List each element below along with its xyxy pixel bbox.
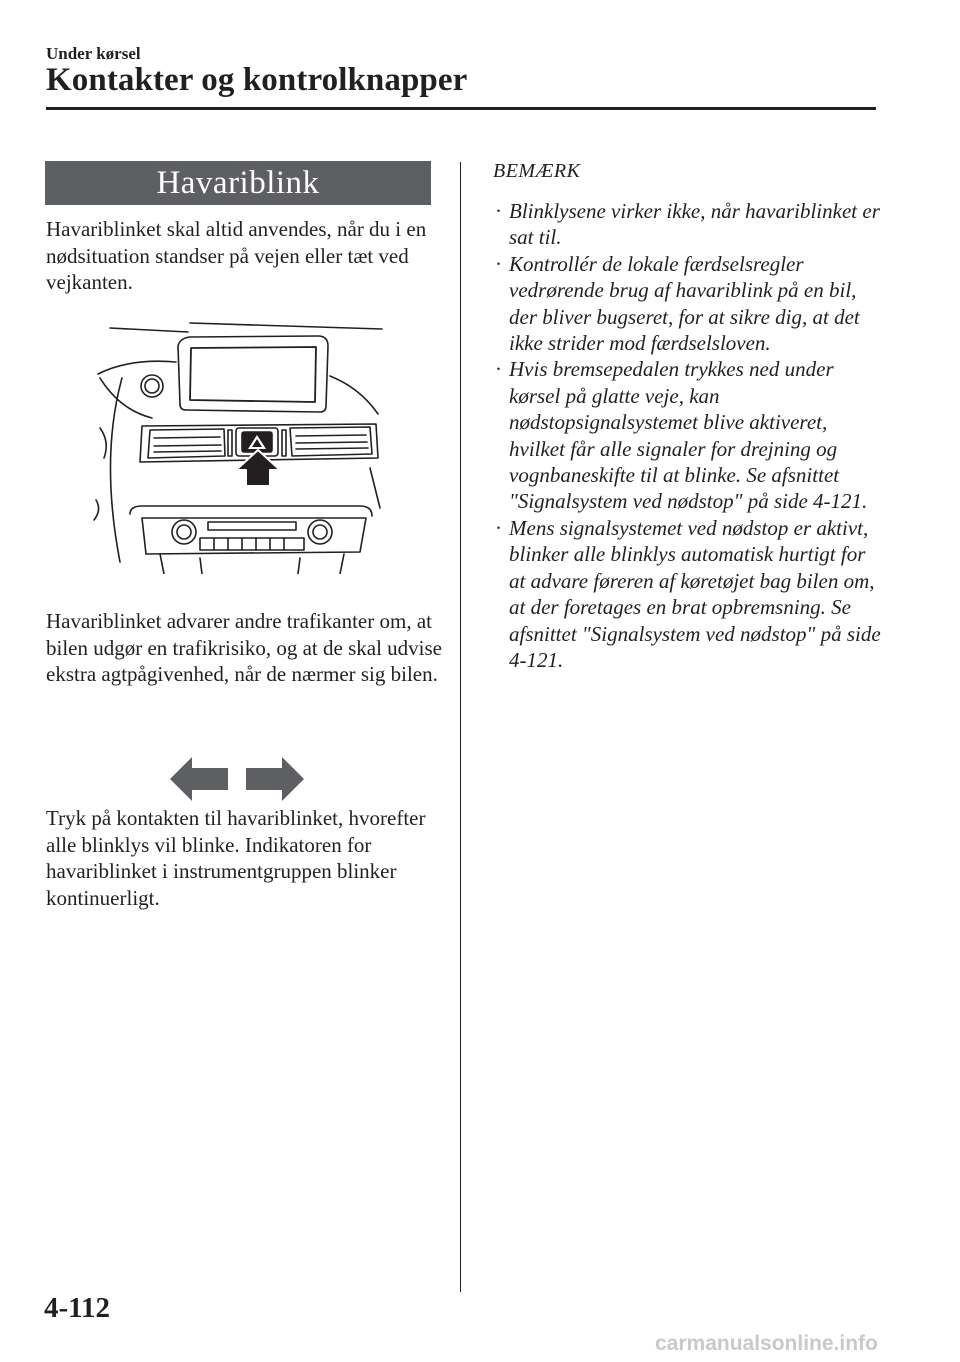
bullet-icon: · bbox=[495, 515, 502, 540]
column-divider bbox=[460, 162, 461, 1292]
note-item bbox=[493, 515, 883, 673]
hazard-switch-dashboard-illustration bbox=[90, 318, 390, 574]
page-number: 4-112 bbox=[44, 1292, 111, 1324]
section-label: Under kørsel bbox=[46, 44, 141, 63]
paragraph-warning: Havariblinket advarer andre trafikanter om, at bilen udgør en trafikrisiko, og at de skal udvise ekstra agtpågivenhed, når de nærmer sig bilen. bbox=[46, 609, 442, 686]
header-divider bbox=[46, 107, 876, 110]
chapter-title: Kontakter og kontrolknapper bbox=[46, 62, 468, 98]
bullet-icon: · bbox=[495, 357, 502, 382]
turn-signal-indicator-arrows bbox=[170, 757, 304, 801]
note-item bbox=[493, 198, 883, 251]
note-item bbox=[493, 251, 883, 357]
note-text: Kontrollér de lokale færdselsregler vedrørende brug af havariblink på en bil, der bliver bugseret, for at sikre dig, at det ikke strider mod færdselsloven. bbox=[509, 251, 860, 356]
paragraph-instructions: Tryk på kontakten til havariblinket, hvorefter alle blinklys vil blinke. Indikatoren for havariblinket i instrumentgruppen blinker kontinuerligt. bbox=[46, 806, 426, 910]
note-text: Hvis bremsepedalen trykkes ned under kørsel på glatte veje, kan nødstopsignalsystemet blive aktiveret, hvilket får alle signaler for drejning og vognbaneskifte til at blinke. Se afsnittet "Signalsystem ved nødstop" på side 4-121. bbox=[509, 357, 868, 514]
section-banner-title: Havariblink bbox=[45, 161, 431, 205]
note-item bbox=[493, 356, 883, 514]
note-text: Mens signalsystemet ved nødstop er aktivt, blinker alle blinklys automatisk hurtigt for at advare føreren af køretøjet bag bilen om, at der foretages en brat opbremsning. Se afsnittet "Signalsystem ved nødstop" på side 4-121. bbox=[509, 515, 881, 672]
bullet-icon: · bbox=[495, 199, 502, 223]
note-list bbox=[493, 198, 883, 673]
paragraph-intro: Havariblinket skal altid anvendes, når du i en nødsituation standser på vejen eller tæt ved vejkanten. bbox=[46, 217, 427, 294]
note-heading: BEMÆRK bbox=[493, 160, 581, 182]
watermark-text: carmanualsonline.info bbox=[655, 1332, 878, 1355]
note-text: Blinklysene virker ikke, når havariblinket er sat til. bbox=[509, 199, 880, 250]
bullet-icon: · bbox=[495, 251, 502, 276]
